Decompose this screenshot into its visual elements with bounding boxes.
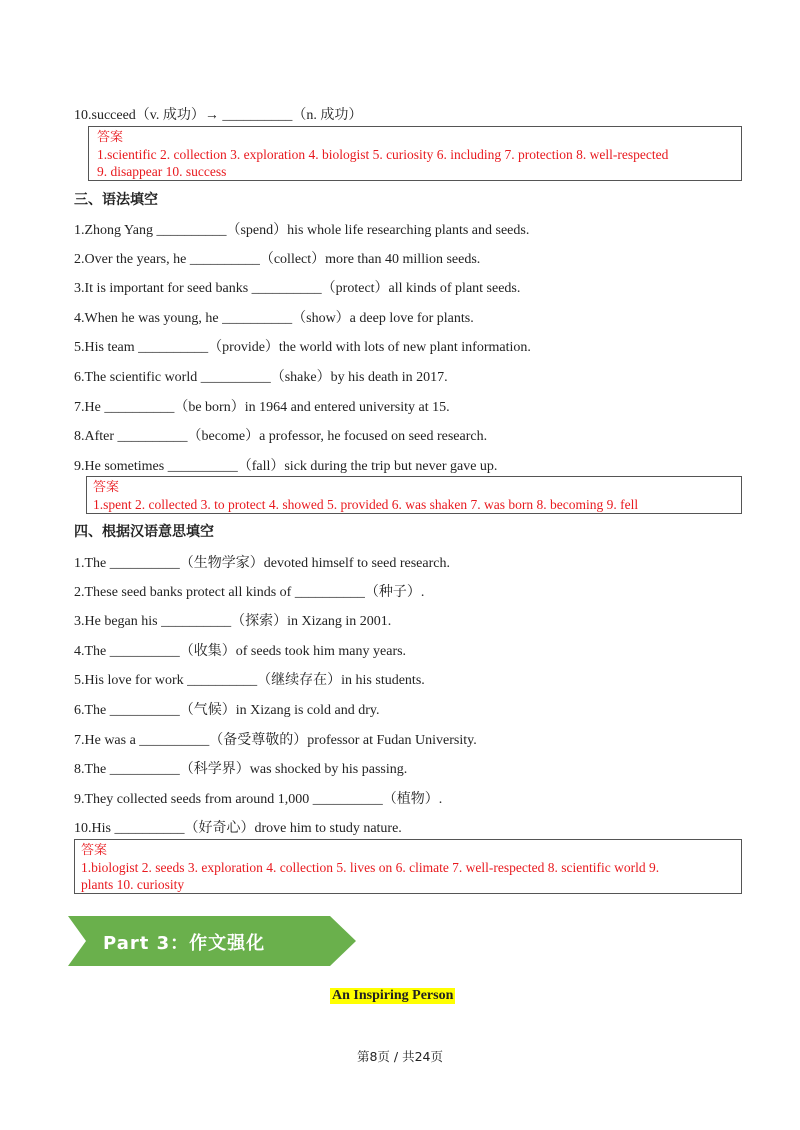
section4-answer-box: [74, 839, 742, 894]
exercise-item: 4.When he was young, he __________（show）a deep love for plants.: [74, 311, 474, 326]
answer-label: 答案: [97, 130, 124, 145]
banner-title: Part 3：作文强化: [103, 933, 266, 954]
exercise-item: 4.The __________（收集）of seeds took him many years.: [74, 644, 407, 659]
section3-answer-box: [86, 476, 742, 514]
answer-line: plants 10. curiosity: [81, 877, 185, 892]
exercise-item: 3.It is important for seed banks __________（protect）all kinds of plant seeds.: [74, 281, 521, 296]
exercise-item: 1.The __________（生物学家）devoted himself to seed research.: [74, 556, 450, 571]
page-footer: 第8页 / 共24页: [356, 1049, 444, 1064]
answer-line: 9. disappear 10. success: [97, 164, 227, 179]
exercise-item: 2.Over the years, he __________（collect）more than 40 million seeds.: [74, 252, 481, 267]
exercise-item: 7.He __________（be born）in 1964 and entered university at 15.: [74, 400, 450, 415]
exercise-item: 8.The __________（科学界）was shocked by his passing.: [74, 762, 408, 777]
vocab-answer-box: [88, 126, 742, 181]
answer-label: 答案: [93, 480, 120, 495]
section-heading: 四、根据汉语意思填空: [74, 524, 214, 540]
essay-title: An Inspiring Person: [332, 988, 454, 1003]
exercise-item: 6.The __________（气候）in Xizang is cold and dry.: [74, 703, 380, 718]
exercise-item: 9.He sometimes __________（fall）sick during the trip but never gave up.: [74, 459, 498, 474]
exercise-item: 5.His team __________（provide）the world with lots of new plant information.: [74, 340, 531, 355]
exercise-item: 7.He was a __________（备受尊敬的）professor at Fudan University.: [74, 733, 477, 748]
exercise-item: 1.Zhong Yang __________（spend）his whole life researching plants and seeds.: [74, 223, 530, 238]
answer-line: 1.biologist 2. seeds 3. exploration 4. collection 5. lives on 6. climate 7. well-respected 8. scientific world 9.: [81, 860, 660, 875]
part3-banner: [68, 916, 358, 966]
answer-line: 1.spent 2. collected 3. to protect 4. showed 5. provided 6. was shaken 7. was born 8. becoming 9. fell: [93, 497, 639, 512]
answer-line: 1.scientific 2. collection 3. exploration 4. biologist 5. curiosity 6. including 7. protection 8. well-respected: [97, 147, 669, 162]
answer-label: 答案: [81, 843, 108, 858]
exercise-item: 6.The scientific world __________（shake）by his death in 2017.: [74, 370, 448, 385]
exercise-item: 3.He began his __________（探索）in Xizang in 2001.: [74, 614, 392, 629]
vocab-item-10: 10.succeed（v. 成功）→ __________（n. 成功）: [74, 108, 363, 123]
section-heading: 三、语法填空: [74, 192, 158, 208]
exercise-item: 9.They collected seeds from around 1,000 __________（植物）.: [74, 792, 443, 807]
exercise-item: 10.His __________（好奇心）drove him to study nature.: [74, 821, 402, 836]
exercise-item: 5.His love for work __________（继续存在）in his students.: [74, 673, 425, 688]
exercise-item: 2.These seed banks protect all kinds of __________（种子）.: [74, 585, 425, 600]
exercise-item: 8.After __________（become）a professor, he focused on seed research.: [74, 429, 488, 444]
